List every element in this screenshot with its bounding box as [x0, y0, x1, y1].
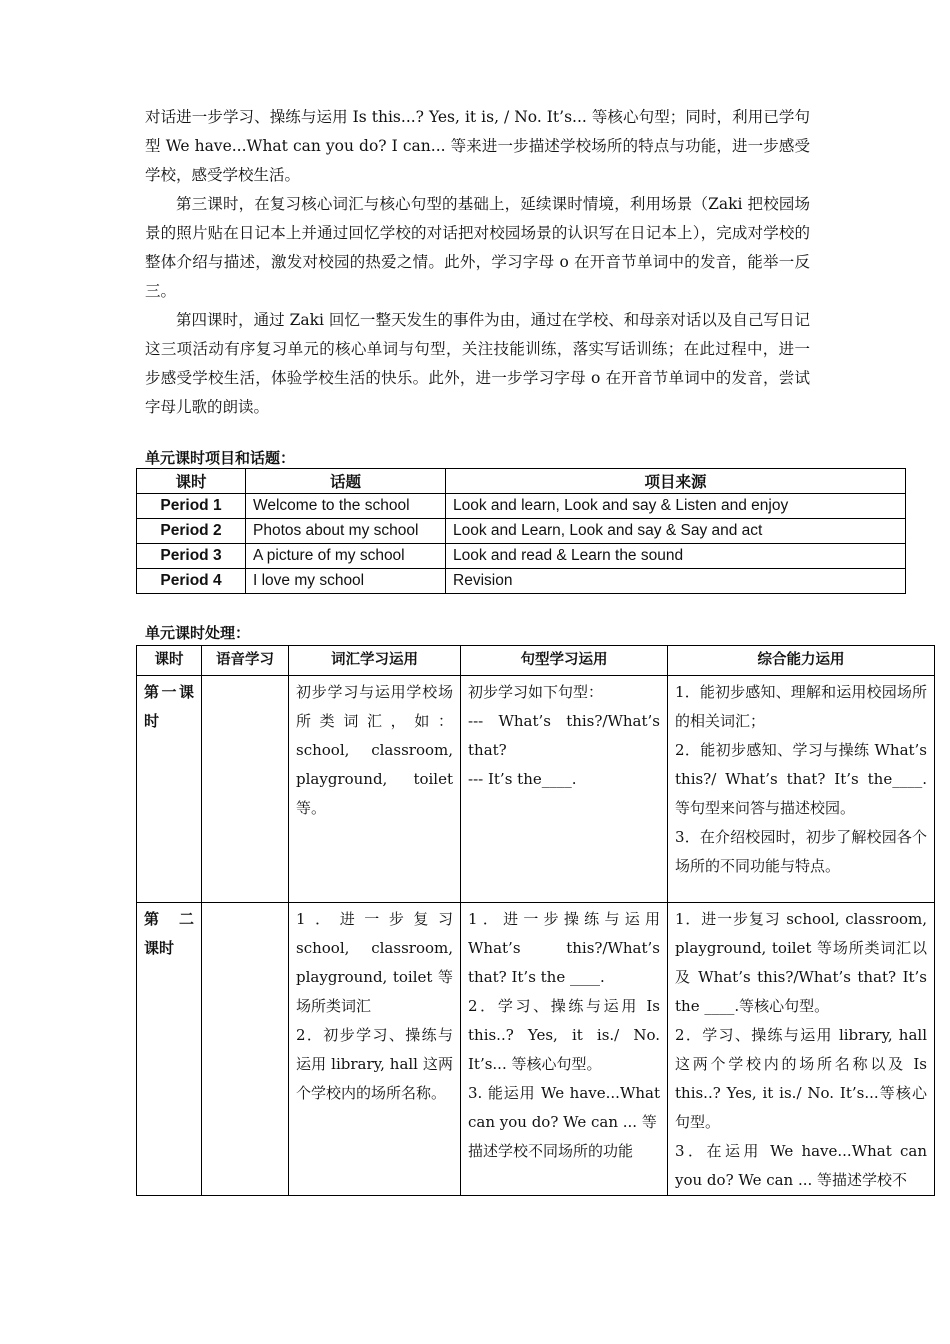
topic-cell: I love my school [246, 569, 446, 594]
table-row [137, 494, 906, 519]
sentence-pattern-cell [461, 903, 668, 1196]
period-cell: Period 4 [137, 569, 246, 594]
period-cell: 第 二 课时 [137, 903, 202, 1196]
ability-line: 2．能初步感知、学习与操练 What’s this?/ What’s that? It’s the____. 等句型来问答与描述校园。 [675, 741, 927, 817]
phonics-cell [202, 903, 289, 1196]
pattern-line: 2．学习、操练与运用 Is this..? Yes, it is./ No. It’s... 等核心句型。 [468, 997, 660, 1073]
period-cell: Period 2 [137, 519, 246, 544]
table-row [137, 569, 906, 594]
section-heading-periods-topics: 单元课时项目和话题： [145, 449, 296, 467]
table-row [137, 676, 935, 903]
header-topic: 话题 [246, 469, 446, 494]
vocabulary-cell: 初步学习与运用学校场所类词汇，如：school, classroom, playground, toilet 等。 [289, 676, 461, 903]
table-row [137, 519, 906, 544]
header-phonics: 语音学习 [202, 646, 289, 676]
pattern-line: --- It’s the____. [468, 770, 577, 788]
table-header-row [137, 646, 935, 676]
topic-cell: A picture of my school [246, 544, 446, 569]
ability-line: 3．在运用 We have...What can you do? We can ... 等描述学校不 [675, 1142, 927, 1189]
topic-cell: Welcome to the school [246, 494, 446, 519]
ability-cell [668, 676, 935, 903]
section-heading-period-plan: 单元课时处理： [145, 624, 251, 642]
ability-line: 3．在介绍校园时，初步了解校园各个场所的不同功能与特点。 [675, 828, 927, 875]
pattern-line: 3. 能运用 We have...What can you do? We can ... 等 [468, 1084, 660, 1131]
header-vocabulary: 词汇学习运用 [289, 646, 461, 676]
source-cell: Look and Learn, Look and say & Say and act [446, 519, 906, 544]
period-cell: Period 1 [137, 494, 246, 519]
period-cell: 第一课时 [137, 676, 202, 903]
intro-paragraph-3: 第四课时，通过 Zaki 回忆一整天发生的事件为由，通过在学校、和母亲对话以及自己写日记这三项活动有序复习单元的核心单词与句型，关注技能训练，落实写话训练；在此过程中，进一步感受学校生活，体验学校生活的快乐。此外，进一步学习字母 o 在开音节单词中的发音，尝试字母儿歌的朗读。 [145, 311, 810, 416]
ability-line: 1．进一步复习 school, classroom, playground, toilet 等场所类词汇以及 What’s this?/What’s that? It’s the ____.等核心句型。 [675, 910, 927, 1015]
source-cell: Look and read & Learn the sound [446, 544, 906, 569]
vocab-line: 2．初步学习、操练与运用 library, hall 这两个学校内的场所名称。 [296, 1026, 453, 1102]
phonics-cell [202, 676, 289, 903]
period-cell: Period 3 [137, 544, 246, 569]
sentence-pattern-cell [461, 676, 668, 903]
pattern-line: 1．进一步操练与运用 What’s this?/What’s that? It’s the ____. [468, 910, 660, 986]
period-plan-table [136, 645, 935, 1196]
header-sentence-patterns: 句型学习运用 [461, 646, 668, 676]
topic-cell: Photos about my school [246, 519, 446, 544]
source-cell: Look and learn, Look and say & Listen and enjoy [446, 494, 906, 519]
table-row [137, 544, 906, 569]
vocabulary-cell [289, 903, 461, 1196]
table-header-row [137, 469, 906, 494]
header-period: 课时 [137, 469, 246, 494]
pattern-line: --- What’s this?/What’s that? [468, 712, 660, 759]
ability-line: 2．学习、操练与运用 library, hall 这两个学校内的场所名称以及 Is this..? Yes, it is./ No. It’s...等核心句型。 [675, 1026, 927, 1131]
periods-topics-table [136, 468, 906, 594]
intro-paragraph-2: 第三课时，在复习核心词汇与核心句型的基础上，延续课时情境，利用场景（Zaki 把校园场景的照片贴在日记本上并通过回忆学校的对话把对校园场景的认识写在日记本上），完成对学校的整体介绍与描述，激发对校园的热爱之情。此外，学习字母 o 在开音节单词中的发音，能举一反三。 [145, 195, 810, 300]
source-cell: Revision [446, 569, 906, 594]
header-source: 项目来源 [446, 469, 906, 494]
ability-cell [668, 903, 935, 1196]
table-row [137, 903, 935, 1196]
pattern-line: 描述学校不同场所的功能 [468, 1142, 634, 1160]
header-period: 课时 [137, 646, 202, 676]
ability-line: 1．能初步感知、理解和运用校园场所的相关词汇； [675, 683, 927, 730]
pattern-line: 初步学习如下句型： [468, 683, 604, 701]
header-comprehensive-ability: 综合能力运用 [668, 646, 935, 676]
intro-paragraph-1: 对话进一步学习、操练与运用 Is this...? Yes, it is, / No. It’s... 等核心句型；同时，利用已学句型 We have...What can you do? I can... 等来进一步描述学校场所的特点与功能，进一步感受学校，感受学校生活。 [145, 108, 810, 184]
vocab-line: 1．进一步复习 school, classroom, playground, toilet 等场所类词汇 [296, 910, 453, 1015]
